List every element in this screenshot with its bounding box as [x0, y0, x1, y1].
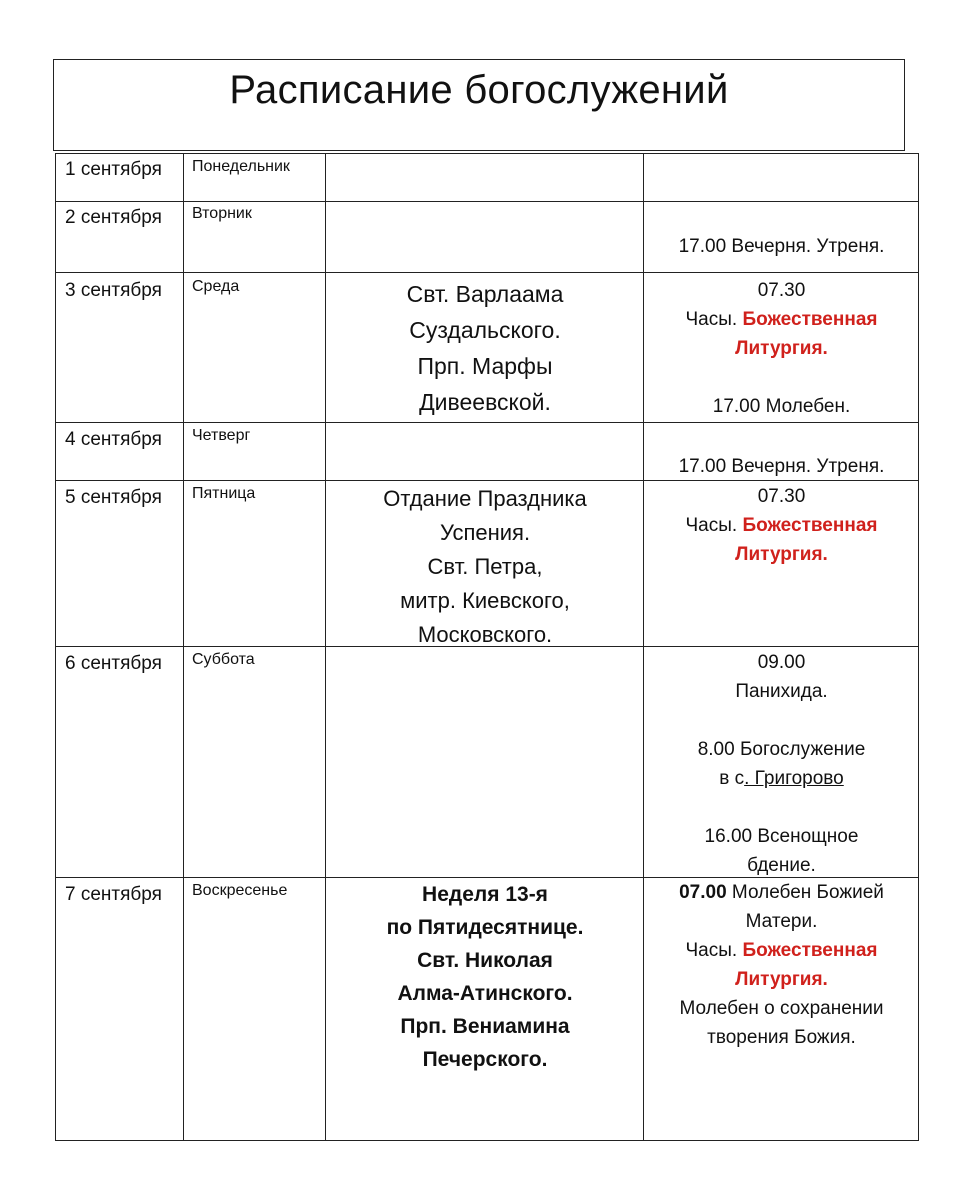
service-line: Матери.: [745, 911, 818, 932]
feast-line: Печерского.: [422, 1048, 548, 1071]
row-services: [645, 452, 918, 481]
service-line: Часы. Божественная: [685, 515, 878, 536]
row-services: [645, 878, 918, 1052]
feast-line: Свт. Петра,: [427, 554, 543, 579]
feast-line: по Пятидесятнице.: [386, 916, 584, 939]
row-day: Пятница: [192, 485, 256, 502]
row-day: Суббота: [192, 651, 255, 668]
liturgy-text: Литургия.: [735, 969, 828, 990]
village-link-text: . Григорово: [744, 768, 844, 789]
row-services: [645, 276, 918, 421]
feast-line: Суздальского.: [409, 317, 561, 343]
service-line: [645, 706, 918, 735]
row-date: 2 сентября: [65, 207, 162, 228]
feast-line: Московского.: [417, 622, 553, 647]
column-divider: [918, 153, 919, 1141]
service-line: Молебен о сохранении: [679, 998, 884, 1019]
service-line: в с. Григорово: [719, 768, 844, 789]
service-line: [645, 363, 918, 392]
row-divider: [55, 201, 918, 202]
row-day: Понедельник: [192, 158, 290, 175]
liturgy-text: Божественная: [742, 940, 878, 961]
liturgy-text: Литургия.: [735, 338, 828, 359]
feast-line: Свт. Николая: [417, 949, 553, 972]
row-day: Четверг: [192, 427, 251, 444]
feast-line: Дивеевской.: [419, 389, 551, 415]
row-feast: [326, 878, 644, 1076]
table-border-bottom: [55, 1140, 918, 1141]
row-day: Воскресенье: [192, 882, 288, 899]
feast-line: Прп. Марфы: [417, 353, 553, 379]
column-divider: [55, 153, 56, 1141]
row-divider: [55, 422, 918, 423]
feast-line: Отдание Праздника: [383, 486, 587, 511]
row-date: 7 сентября: [65, 884, 162, 905]
service-line: 09.00: [757, 652, 806, 673]
row-day: Среда: [192, 278, 240, 295]
service-line: 07.30: [757, 486, 806, 507]
service-line: 17.00 Молебен.: [712, 396, 851, 417]
row-date: 4 сентября: [65, 429, 162, 450]
feast-line: Прп. Вениамина: [400, 1015, 570, 1038]
service-line: 17.00 Вечерня. Утреня.: [678, 236, 885, 257]
column-divider: [183, 153, 184, 1141]
liturgy-text: Божественная: [742, 309, 878, 330]
feast-line: Алма-Атинского.: [397, 982, 573, 1005]
feast-line: Неделя 13-я: [422, 883, 548, 906]
service-line: 8.00 Богослужение: [697, 739, 866, 760]
feast-line: митр. Киевского,: [400, 588, 570, 613]
row-date: 6 сентября: [65, 653, 162, 674]
row-services: [645, 232, 918, 261]
service-line: бдение.: [747, 855, 816, 876]
service-line: Панихида.: [735, 681, 828, 702]
service-line: 07.00 Молебен Божией: [679, 882, 884, 903]
liturgy-text: Божественная: [742, 515, 878, 536]
row-date: 5 сентября: [65, 487, 162, 508]
service-line: 07.30: [757, 280, 806, 301]
row-services: [645, 648, 918, 880]
service-line: творения Божия.: [707, 1027, 856, 1048]
feast-line: Свт. Варлаама: [406, 281, 564, 307]
row-feast: [326, 276, 644, 420]
row-feast: [326, 482, 644, 652]
service-line: Часы. Божественная: [685, 309, 878, 330]
row-services: [645, 482, 918, 569]
service-line: 16.00 Всенощное: [704, 826, 859, 847]
liturgy-text: Литургия.: [735, 544, 828, 565]
row-date: 3 сентября: [65, 280, 162, 301]
service-line: Часы. Божественная: [685, 940, 878, 961]
service-line: 17.00 Вечерня. Утреня.: [678, 456, 885, 477]
feast-line: Успения.: [439, 520, 531, 545]
service-line: [645, 793, 918, 822]
page-title: Расписание богослужений: [229, 68, 729, 112]
row-day: Вторник: [192, 205, 252, 222]
table-border-top: [55, 153, 918, 154]
row-date: 1 сентября: [65, 159, 162, 180]
row-divider: [55, 272, 918, 273]
